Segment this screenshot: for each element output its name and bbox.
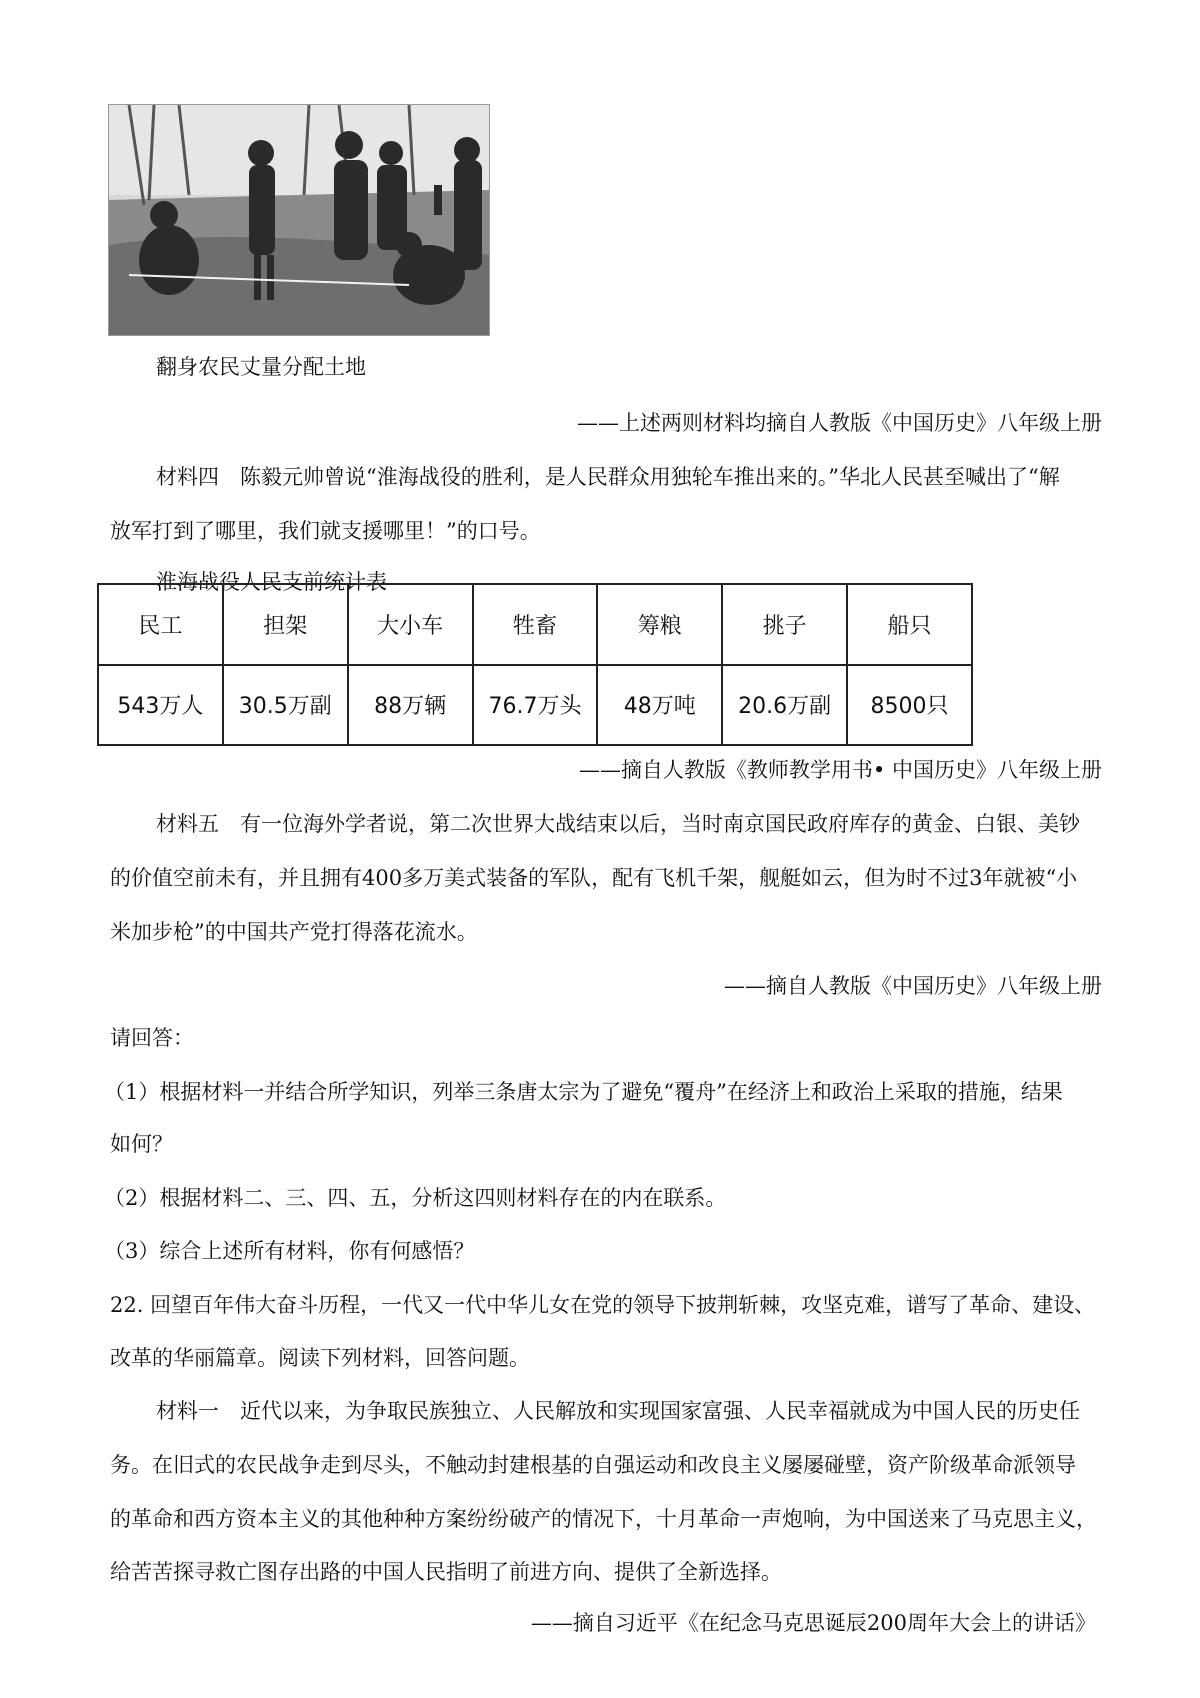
source-citation: ——摘自人教版《中国历史》八年级上册 bbox=[724, 974, 1102, 998]
material-4-text: 材料四 陈毅元帅曾说“淮海战役的胜利，是人民群众用独轮车推出来的。”华北人民甚至喊出了“解 bbox=[156, 465, 1060, 489]
question-22-stem: 改革的华丽篇章。阅读下列材料，回答问题。 bbox=[110, 1346, 530, 1370]
table-header-cell: 民工 bbox=[98, 584, 223, 665]
material-1-text: 材料一 近代以来，为争取民族独立、人民解放和实现国家富强、人民幸福就成为中国人民的历史任 bbox=[156, 1399, 1080, 1423]
source-citation: ——摘自习近平《在纪念马克思诞辰200周年大会上的讲话》 bbox=[530, 1611, 1096, 1635]
table-header-cell: 挑子 bbox=[722, 584, 847, 665]
table-header-cell: 筹粮 bbox=[597, 584, 722, 665]
table-cell: 30.5万副 bbox=[223, 665, 348, 746]
table-header-row bbox=[98, 584, 972, 665]
material-5-text: 的价值空前未有，并且拥有400多万美式装备的军队，配有飞机千架，舰艇如云，但为时不过3年就被“小 bbox=[110, 866, 1078, 890]
farmers-measuring-land-image bbox=[109, 105, 489, 335]
question-1: （1）根据材料一并结合所学知识，列举三条唐太宗为了避免“覆舟”在经济上和政治上采取的措施，结果 bbox=[104, 1080, 1063, 1104]
table-cell: 543万人 bbox=[98, 665, 223, 746]
table-cell: 8500只 bbox=[847, 665, 972, 746]
table-header-cell: 船只 bbox=[847, 584, 972, 665]
historical-photo bbox=[108, 104, 490, 336]
table-cell: 76.7万头 bbox=[473, 665, 598, 746]
material-4-text: 放军打到了哪里，我们就支援哪里！”的口号。 bbox=[110, 519, 541, 543]
source-citation: ——上述两则材料均摘自人教版《中国历史》八年级上册 bbox=[577, 411, 1102, 435]
table-cell: 88万辆 bbox=[348, 665, 473, 746]
table-row bbox=[98, 665, 972, 746]
table-title: 淮海战役人民支前统计表 bbox=[156, 570, 387, 594]
table-header-cell: 牲畜 bbox=[473, 584, 598, 665]
material-1-text: 的革命和西方资本主义的其他种种方案纷纷破产的情况下，十月革命一声炮响，为中国送来了马克思主义， bbox=[110, 1507, 1097, 1531]
photo-caption: 翻身农民丈量分配土地 bbox=[156, 355, 366, 379]
material-1-text: 务。在旧式的农民战争走到尽头，不触动封建根基的自强运动和改良主义屡屡碰壁，资产阶级革命派领导 bbox=[110, 1453, 1076, 1477]
question-1: 如何？ bbox=[110, 1132, 173, 1156]
material-5-text: 材料五 有一位海外学者说，第二次世界大战结束以后，当时南京国民政府库存的黄金、白银、美钞 bbox=[156, 812, 1080, 836]
question-3: （3）综合上述所有材料，你有何感悟？ bbox=[104, 1239, 475, 1263]
please-answer-label: 请回答： bbox=[110, 1026, 194, 1050]
table-cell: 20.6万副 bbox=[722, 665, 847, 746]
support-statistics-table bbox=[97, 583, 973, 746]
question-2: （2）根据材料二、三、四、五，分析这四则材料存在的内在联系。 bbox=[104, 1186, 727, 1210]
material-1-text: 给苦苦探寻救亡图存出路的中国人民指明了前进方向、提供了全新选择。 bbox=[110, 1560, 782, 1584]
table-header-cell: 大小车 bbox=[348, 584, 473, 665]
question-22-stem: 22. 回望百年伟大奋斗历程，一代又一代中华儿女在党的领导下披荆斩棘，攻坚克难，谱写了革命、建设、 bbox=[110, 1293, 1096, 1317]
table-header-cell: 担架 bbox=[223, 584, 348, 665]
source-citation: ——摘自人教版《教师教学用书• 中国历史》八年级上册 bbox=[578, 758, 1102, 782]
table-cell: 48万吨 bbox=[597, 665, 722, 746]
material-5-text: 米加步枪”的中国共产党打得落花流水。 bbox=[110, 920, 478, 944]
